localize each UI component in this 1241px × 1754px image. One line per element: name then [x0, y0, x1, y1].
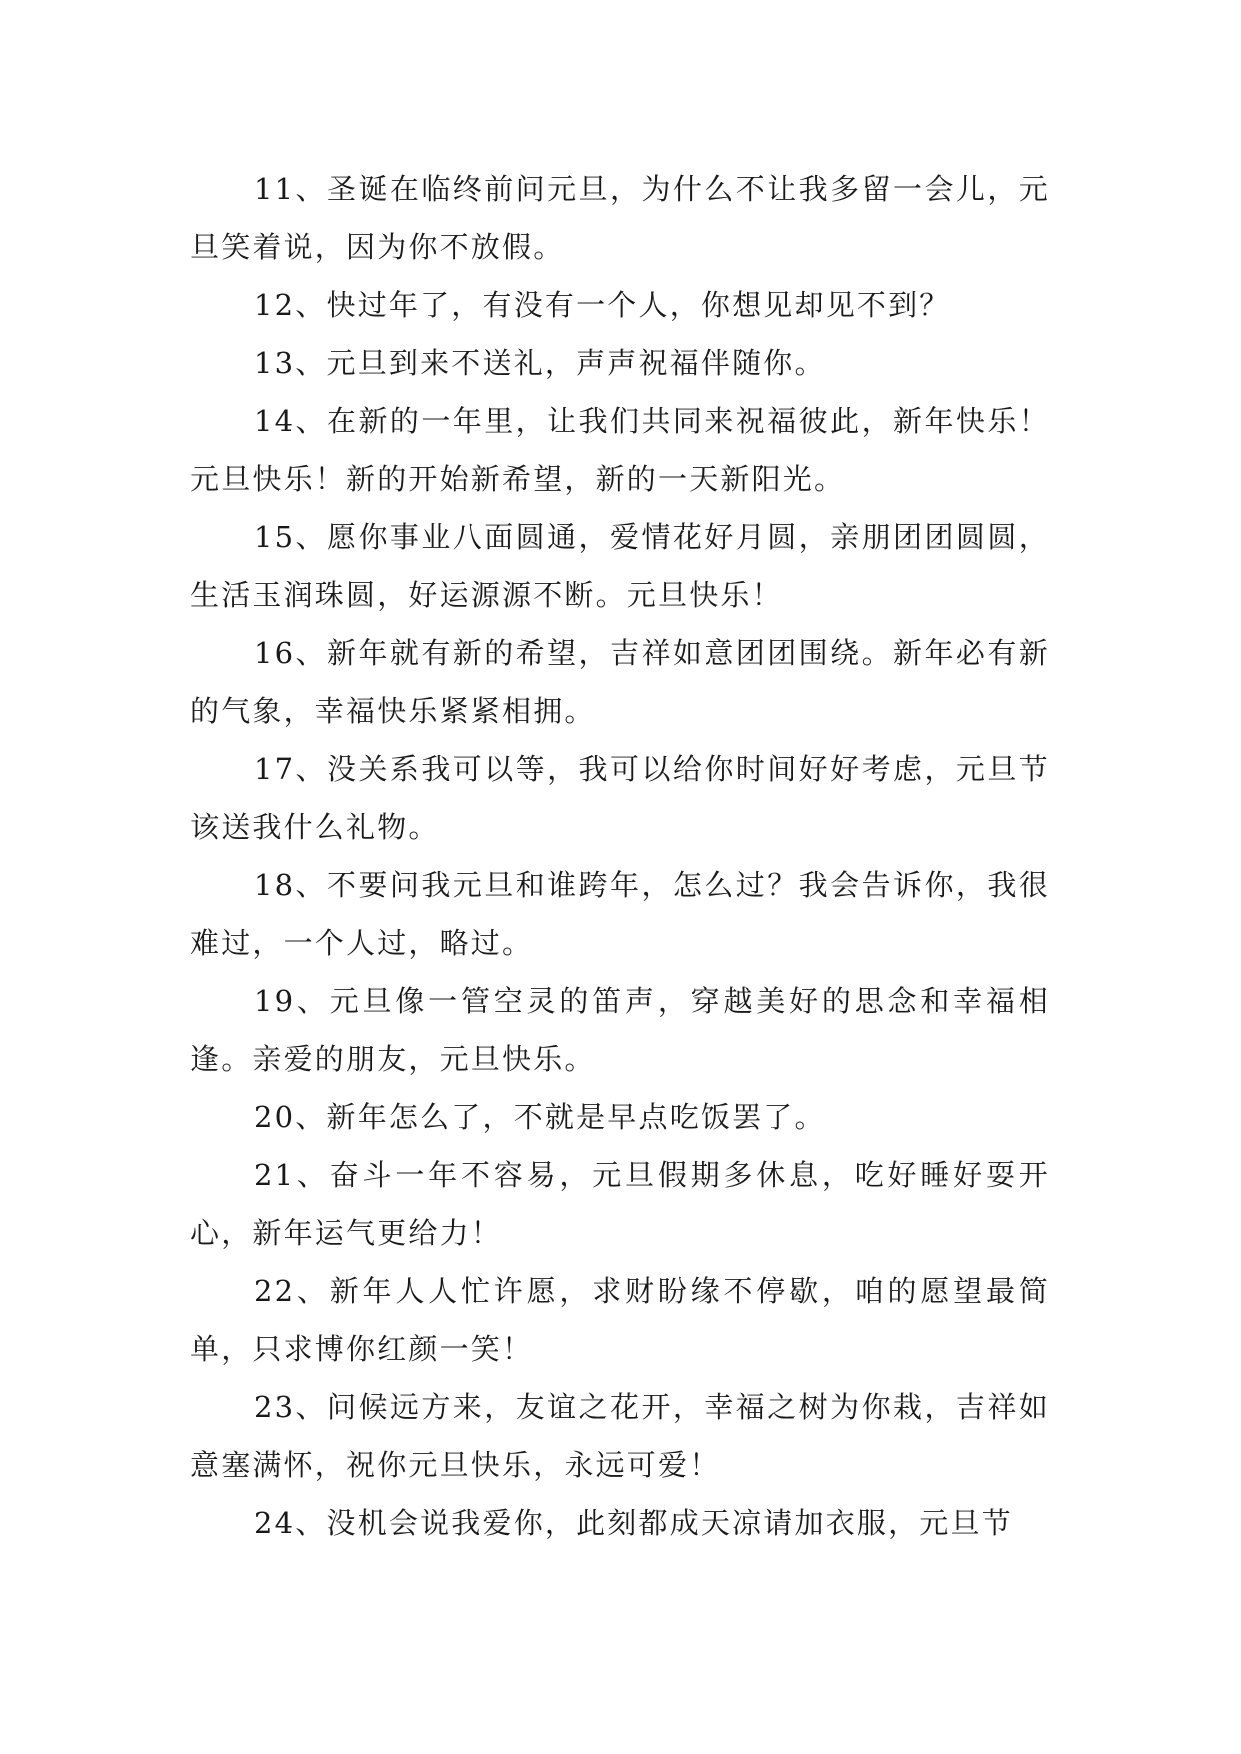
paragraph-12: 12、快过年了，有没有一个人，你想见却见不到？	[254, 288, 951, 322]
paragraph-21: 21、奋斗一年不容易，元旦假期多休息，吃好睡好耍开心，新年运气更给力！	[190, 1158, 1050, 1250]
paragraph-19: 19、元旦像一管空灵的笛声，穿越美好的思念和幸福相逢。亲爱的朋友，元旦快乐。	[190, 984, 1050, 1076]
paragraph-22: 22、新年人人忙许愿，求财盼缘不停歇，咱的愿望最简单，只求博你红颜一笑！	[190, 1274, 1050, 1366]
document-page	[190, 160, 1050, 1552]
paragraph-16: 16、新年就有新的希望，吉祥如意团团围绕。新年必有新的气象，幸福快乐紧紧相拥。	[190, 636, 1050, 728]
paragraph-23: 23、问候远方来，友谊之花开，幸福之树为你栽，吉祥如意塞满怀，祝你元旦快乐，永远可爱！	[190, 1390, 1050, 1482]
paragraph-15: 15、愿你事业八面圆通，爱情花好月圆，亲朋团团圆圆，生活玉润珠圆，好运源源不断。元旦快乐！	[190, 520, 1050, 612]
paragraph-11: 11、圣诞在临终前问元旦，为什么不让我多留一会儿，元旦笑着说，因为你不放假。	[190, 172, 1050, 264]
paragraph-13: 13、元旦到来不送礼，声声祝福伴随你。	[254, 346, 826, 380]
paragraph-20: 20、新年怎么了，不就是早点吃饭罢了。	[254, 1100, 826, 1134]
paragraph-18: 18、不要问我元旦和谁跨年，怎么过？我会告诉你，我很难过，一个人过，略过。	[190, 868, 1050, 960]
paragraph-24: 24、没机会说我爱你，此刻都成天凉请加衣服，元旦节	[254, 1506, 1013, 1540]
paragraph-14: 14、在新的一年里，让我们共同来祝福彼此，新年快乐！元旦快乐！新的开始新希望，新的一天新阳光。	[190, 404, 1050, 496]
paragraph-17: 17、没关系我可以等，我可以给你时间好好考虑，元旦节该送我什么礼物。	[190, 752, 1050, 844]
